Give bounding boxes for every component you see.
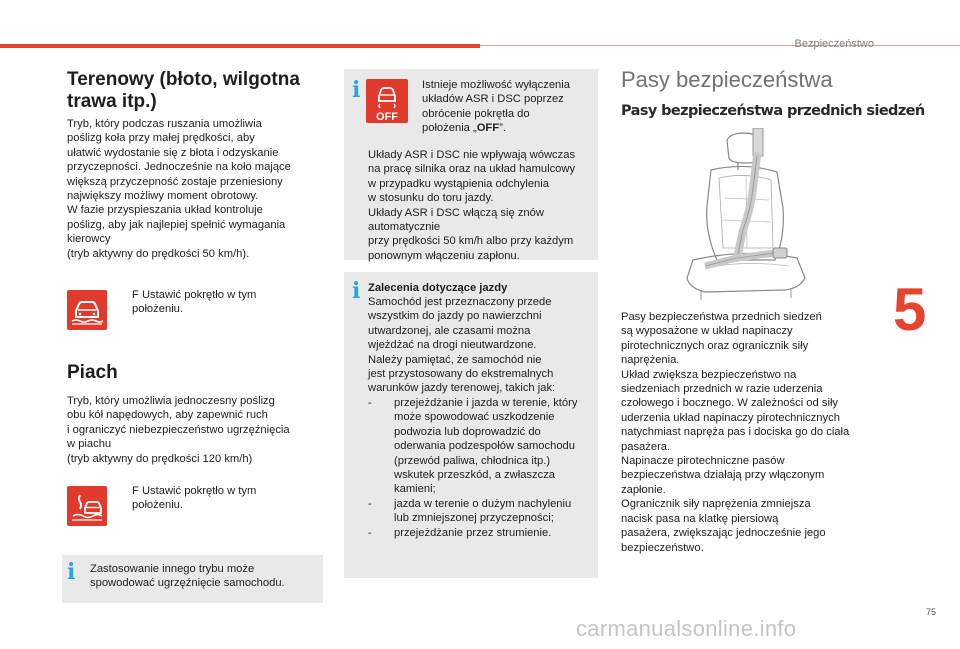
- mud-instruction: F Ustawić pokrętło w tym położeniu.: [132, 289, 257, 316]
- info-icon: i: [67, 559, 76, 585]
- note-box: [62, 555, 323, 603]
- recommendations-list: [368, 396, 596, 540]
- seat-belts-title: Pasy bezpieczeństwa: [621, 67, 833, 92]
- page-number: 75: [926, 607, 937, 617]
- seat-belts-description: Pasy bezpieczeństwa przednich siedzeń są wyposażone w układ napinaczy pirotechnicznych oraz ogranicznik siły naprężenia. Układ zwiększa bezpieczeństwo na siedzeniach przednich w razie uderzenia czołowego i bocznego. W zależności od siły uderzenia układ napinaczy pirotechnicznych natychmiast napręża pas i dociska go do ciała pasażera. Napinacze pirotechniczne pasów bezpieczeństwa działają przy włączonym zapłonie. Ogranicznik siły naprężenia zmniejsza nacisk pasa na klatkę piersiową pasażera, zwiększając jednocześnie jego bezpieczeństwo.: [621, 311, 850, 554]
- list-item: - przejeżdżanie i jazda w terenie, który może spowodować uszkodzenie podwozia lub doprowadzić do oderwania podzespołów samochodu (przewód paliwa, chłodnica itp.) wskutek przeszkód, a zwłaszcza kamieni;: [368, 397, 578, 496]
- driving-recommendations-box: [344, 272, 598, 578]
- sand-mode-icon: [67, 486, 107, 526]
- off-label: OFF: [376, 111, 398, 123]
- recommendations-title: Zalecenia dotyczące jazdy: [368, 282, 508, 294]
- list-item: - przejeżdżanie przez strumienie.: [368, 526, 552, 539]
- note-text: Zastosowanie innego trybu może spowodować ugrzęźnięcie samochodu.: [90, 563, 285, 590]
- info-icon: i: [352, 77, 361, 103]
- list-item: - jazda w terenie o dużym nachyleniu lub zmniejszonej przyczepności;: [368, 497, 572, 525]
- mud-mode-icon: [67, 290, 107, 330]
- sand-heading: Piach: [67, 362, 118, 383]
- chapter-number: 5: [893, 276, 927, 343]
- seat-belt-illustration: [665, 128, 835, 303]
- sand-instruction: F Ustawić pokrętło w tym położeniu.: [132, 485, 257, 512]
- mud-description: Tryb, który podczas ruszania umożliwia poślizg koła przy małej prędkości, aby ułatwić wydostanie się z błota i odzyskanie przyczepności. Jednocześnie na koło mające większą przyczepność zostaje przeniesiony największy możliwy moment obrotowy. W fazie przyspieszania układ kontroluje poślizg, aby jak najlepiej spełnić wymagania kierowcy (tryb aktywny do prędkości 50 km/h).: [67, 118, 291, 260]
- header-rule: [480, 45, 960, 46]
- mud-heading: Terenowy (błoto, wilgotna trawa itp.): [67, 69, 300, 112]
- asr-description: Układy ASR i DSC nie wpływają wówczas na pracę silnika oraz na układ hamulcowy w przypadku wystąpienia odchylenia w stosunku do toru jazdy. Układy ASR i DSC włączą się znów automatycznie przy prędkości 50 km/h albo przy każdym ponownym włączeniu zapłonu.: [368, 149, 576, 262]
- watermark: carmanualsonline.info: [576, 616, 797, 641]
- info-icon: i: [352, 278, 361, 304]
- header-accent-bar: [0, 44, 480, 48]
- sand-description: Tryb, który umożliwia jednoczesny poślizg obu kół napędowych, aby zapewnić ruch i ograniczyć niebezpieczeństwo ugrzęźnięcia w piachu (tryb aktywny do prędkości 120 km/h): [67, 395, 290, 465]
- recommendations-text: Samochód jest przeznaczony przede wszystkim do jazdy po nawierzchni utwardzonej, ale czasami można wjeżdżać na drogi nieutwardzone. Należy pamiętać, że samochód nie jest przystosowany do ekstremalnych warunków jazdy terenowej, takich jak:: [368, 296, 556, 395]
- traction-off-icon: [366, 79, 408, 123]
- section-title: Bezpieczeństwo: [794, 38, 874, 50]
- traction-off-box: [344, 69, 598, 260]
- front-seat-belts-subtitle: Pasy bezpieczeństwa przednich siedzeń: [621, 103, 925, 119]
- off-description: Istnieje możliwość wyłączenia układów ASR i DSC poprzez obrócenie pokrętła do położenia „OFF”.: [422, 79, 570, 135]
